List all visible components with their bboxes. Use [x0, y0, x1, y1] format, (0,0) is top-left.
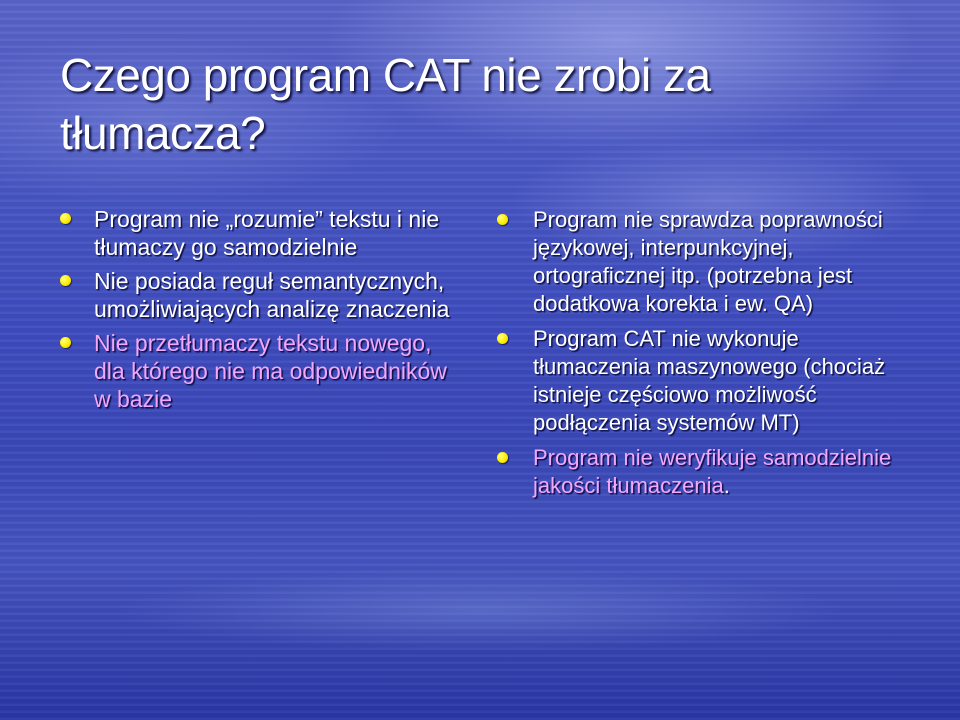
bullet-dot-icon	[497, 452, 508, 463]
bullet-dot-icon	[497, 214, 508, 225]
bullet-dot-icon	[497, 333, 508, 344]
list-item-text-highlighted: Program nie weryfikuje samodzielnie jakości tłumaczenia	[533, 445, 892, 498]
slide-title: Czego program CAT nie zrobi za tłumacza?	[60, 49, 711, 159]
list-item-text: Program nie sprawdza poprawności językowej, interpunkcyjnej, ortograficznej itp. (potrzebna jest dodatkowa korekta i ew. QA)	[533, 207, 883, 316]
list-item-text: Program nie „rozumie” tekstu i nie tłumaczy go samodzielnie	[94, 206, 440, 260]
list-item	[60, 329, 450, 413]
list-item	[60, 205, 450, 261]
list-item	[497, 325, 917, 437]
list-item-text: Program CAT nie wykonuje tłumaczenia maszynowego (chociaż istnieje częściowo możliwość podłączenia systemów MT)	[533, 326, 886, 435]
bullet-dot-icon	[60, 275, 71, 286]
bullet-dot-icon	[60, 337, 71, 348]
list-item-suffix: .	[723, 473, 730, 498]
list-item	[497, 444, 917, 500]
list-item-text: Nie posiada reguł semantycznych, umożliwiających analizę znaczenia	[94, 268, 450, 322]
left-bullet-list	[60, 205, 450, 419]
list-item	[497, 206, 917, 318]
bullet-dot-icon	[60, 213, 71, 224]
list-item	[60, 267, 450, 323]
list-item-text-highlighted: Nie przetłumaczy tekstu nowego, dla którego nie ma odpowiedników w bazie	[94, 330, 447, 412]
right-bullet-list	[497, 206, 917, 507]
